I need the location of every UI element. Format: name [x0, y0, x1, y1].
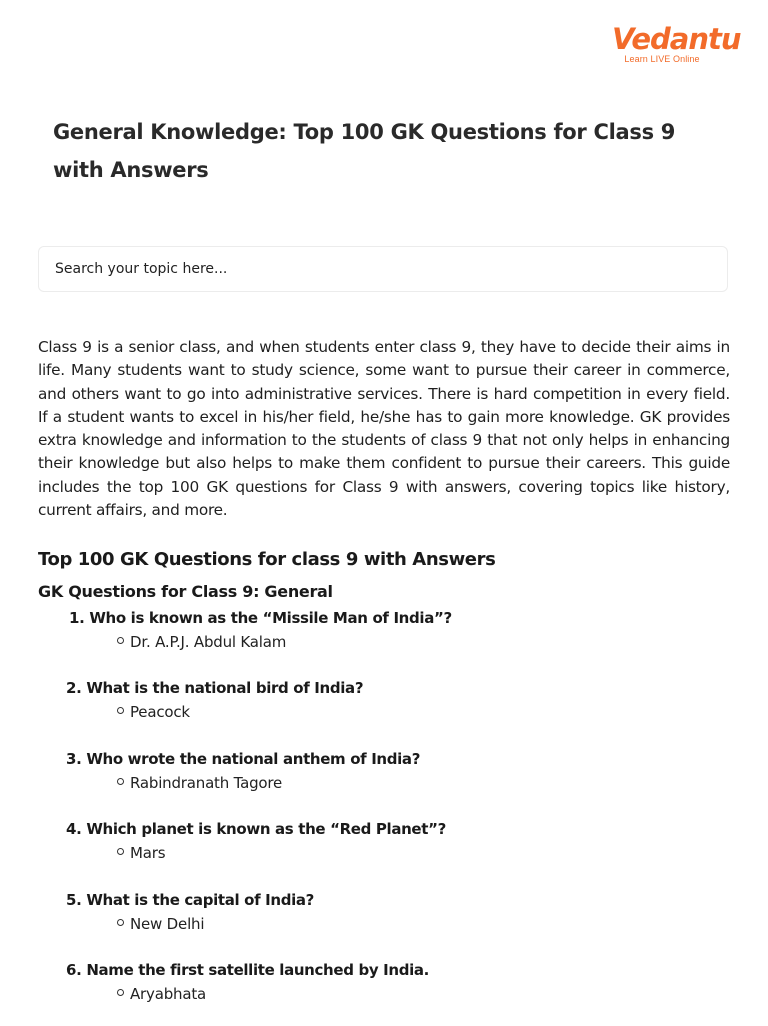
answer-text: [117, 841, 165, 865]
bullet-icon: [117, 637, 124, 644]
question-item: [0, 956, 768, 1026]
answer-text: [117, 982, 206, 1006]
answer-text: [117, 630, 286, 654]
question-label: Which planet is known as the “Red Planet”?: [86, 820, 446, 839]
question-text: [66, 958, 429, 982]
bullet-icon: [117, 848, 124, 855]
answer-label: Mars: [130, 844, 166, 863]
question-number: 4.: [66, 820, 82, 839]
question-label: What is the capital of India?: [86, 890, 315, 909]
question-item: [0, 886, 768, 956]
search-input[interactable]: [39, 247, 727, 291]
question-item: [0, 745, 768, 815]
question-label: Who is known as the “Missile Man of India”?: [89, 609, 452, 627]
section-subtitle: GK Questions for Class 9: General: [38, 582, 333, 601]
bullet-icon: [117, 707, 124, 714]
question-text: [66, 676, 363, 700]
section-title: Top 100 GK Questions for class 9 with Answers: [38, 549, 496, 570]
question-item: [0, 674, 768, 744]
logo-tagline: Learn LIVE Online: [624, 54, 700, 64]
question-list: [0, 604, 768, 1026]
logo-wordmark: Vedantu: [612, 22, 741, 56]
answer-label: Aryabhata: [130, 984, 206, 1003]
question-number: 5.: [66, 890, 82, 909]
question-text: [66, 817, 446, 841]
question-number: 6.: [66, 960, 82, 979]
search-box[interactable]: [38, 246, 728, 292]
question-label: Who wrote the national anthem of India?: [86, 749, 421, 768]
question-text: [66, 747, 420, 771]
answer-label: Rabindranath Tagore: [130, 773, 283, 792]
question-text: [66, 888, 314, 912]
answer-text: [117, 912, 204, 936]
bullet-icon: [117, 989, 124, 996]
answer-label: New Delhi: [130, 914, 205, 933]
question-number: 2.: [66, 679, 82, 698]
question-label: What is the national bird of India?: [86, 679, 364, 698]
page-title: General Knowledge: Top 100 GK Questions for Class 9 with Answers: [53, 120, 676, 182]
question-number: 3.: [66, 749, 82, 768]
intro-paragraph: Class 9 is a senior class, and when students enter class 9, they have to decide their aims in life. Many students want to study science, some want to pursue their career in commerce, and others want to go into administrative services. There is hard competition in every field. If a student wants to excel in his/her field, he/she has to gain more knowledge. GK provides extra knowledge and information to the students of class 9 that not only helps in enhancing their knowledge but also helps to make them confident to pursue their careers. This guide includes the top 100 GK questions for Class 9 with answers, covering topics like history, current affairs, and more.: [38, 338, 730, 520]
answer-label: Dr. A.P.J. Abdul Kalam: [130, 633, 287, 651]
question-number: 1.: [69, 609, 85, 627]
question-label: Name the first satellite launched by India.: [86, 960, 429, 979]
question-item: [0, 604, 768, 674]
question-item: [0, 815, 768, 885]
bullet-icon: [117, 778, 124, 785]
answer-label: Peacock: [130, 703, 190, 722]
question-text: [66, 606, 452, 630]
bullet-icon: [117, 919, 124, 926]
vedantu-logo[interactable]: [612, 22, 741, 64]
answer-text: [117, 700, 190, 724]
answer-text: [117, 771, 282, 795]
